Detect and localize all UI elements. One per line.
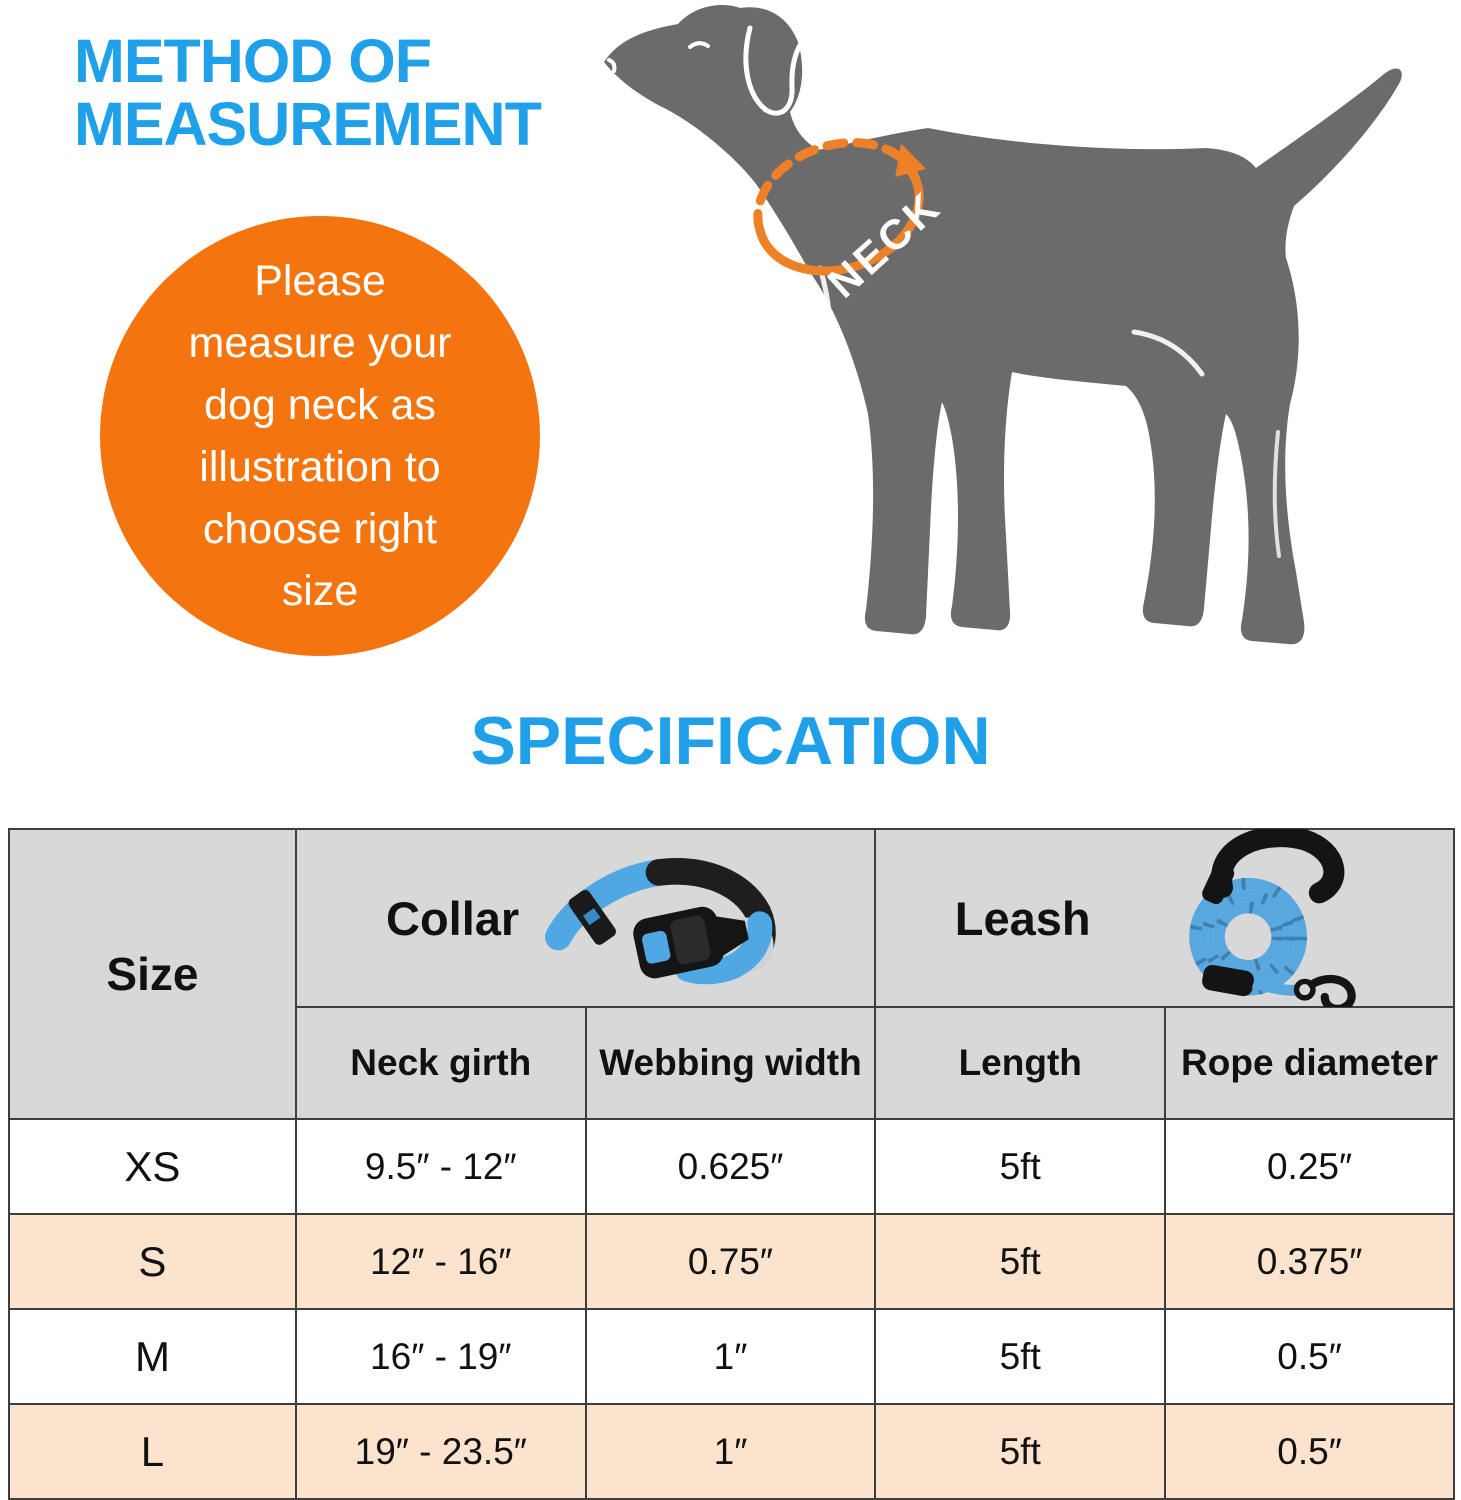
- table-row-xs-size: XS: [10, 1120, 297, 1215]
- table-cell: 0.25″: [1166, 1120, 1453, 1215]
- col-header-length: Length: [876, 1008, 1166, 1120]
- group-header-collar: [297, 830, 876, 1008]
- measurement-note-circle: [100, 216, 540, 656]
- table-cell: 0.375″: [1166, 1215, 1453, 1310]
- page-title-line1: METHOD OF: [74, 27, 431, 95]
- collar-label: Collar: [386, 891, 520, 945]
- dog-measurement-diagram: [578, 0, 1461, 700]
- table-row-l-size: L: [10, 1405, 297, 1498]
- table-cell: 16″ - 19″: [297, 1310, 587, 1405]
- note-line: measure your: [188, 319, 452, 367]
- note-line: dog neck as: [204, 381, 436, 429]
- leash-clasp-icon: [1312, 979, 1352, 1007]
- table-cell: 5ft: [876, 1120, 1166, 1215]
- table-cell: 9.5″ - 12″: [297, 1120, 587, 1215]
- note-line: illustration to: [199, 443, 441, 491]
- table-cell: 12″ - 16″: [297, 1215, 587, 1310]
- note-line: choose right: [202, 505, 438, 553]
- table-row-m-size: M: [10, 1310, 297, 1405]
- section-heading: SPECIFICATION: [470, 703, 991, 779]
- col-header-webbing-width: Webbing width: [587, 1008, 877, 1120]
- table-cell: 1″: [587, 1405, 877, 1498]
- table-cell: 5ft: [876, 1405, 1166, 1498]
- col-header-rope-diameter: Rope diameter: [1166, 1008, 1453, 1120]
- note-line: size: [281, 567, 359, 615]
- table-cell: 1″: [587, 1310, 877, 1405]
- col-header-neck-girth: Neck girth: [297, 1008, 587, 1120]
- table-cell: 0.75″: [587, 1215, 877, 1310]
- table-cell: 0.5″: [1166, 1310, 1453, 1405]
- collar-photo: [533, 842, 785, 994]
- leash-label: Leash: [954, 891, 1091, 945]
- group-header-leash: [876, 830, 1453, 1008]
- spec-table: [8, 828, 1455, 1500]
- table-cell: 5ft: [876, 1215, 1166, 1310]
- table-cell: 5ft: [876, 1310, 1166, 1405]
- table-row-s-size: S: [10, 1215, 297, 1310]
- table-cell: 19″ - 23.5″: [297, 1405, 587, 1498]
- table-cell: 0.5″: [1166, 1405, 1453, 1498]
- leash-photo: [1103, 829, 1375, 1007]
- table-cell: 0.625″: [587, 1120, 877, 1215]
- dog-silhouette: [604, 5, 1402, 644]
- col-header-size: Size: [10, 830, 297, 1120]
- page-title-line2: MEASUREMENT: [74, 90, 541, 158]
- note-line: Please: [254, 257, 386, 305]
- neck-label: NECK: [818, 181, 951, 307]
- page-title: [74, 27, 541, 158]
